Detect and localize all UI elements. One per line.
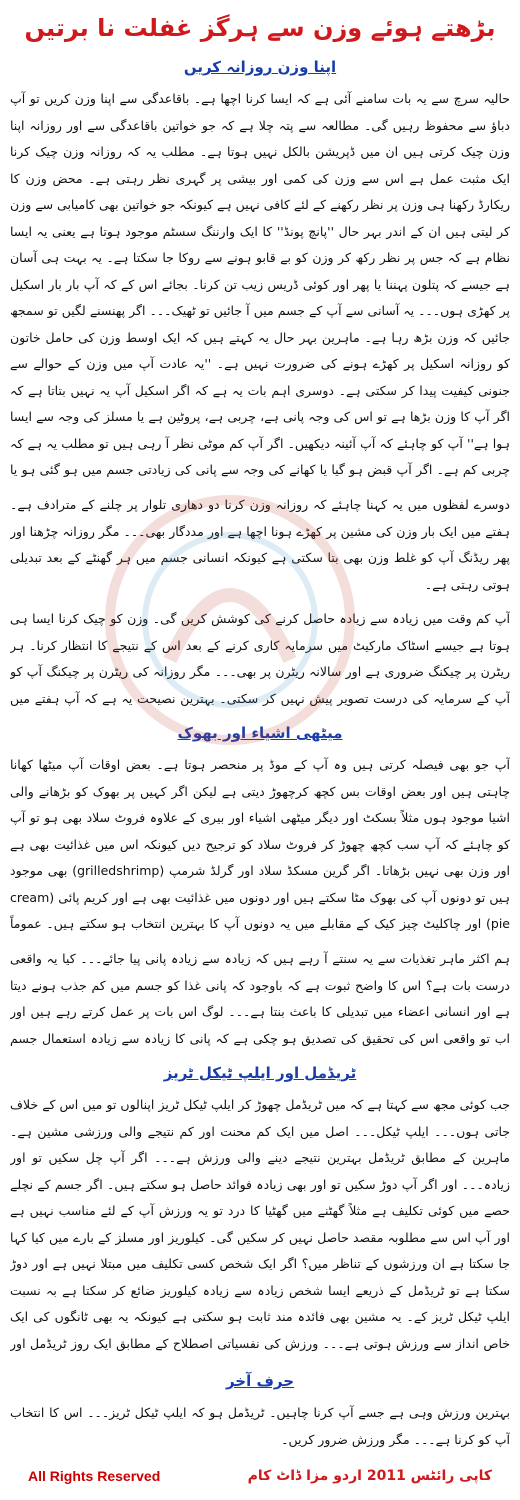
section-heading-sweets-hunger: میٹھی اشیاء اور بھوک [177, 724, 343, 742]
all-rights-reserved: All Rights Reserved [28, 1468, 161, 1484]
paragraph: جب کوئی مجھ سے کہتا ہے کہ میں ٹریڈمل چھوڑ کر ایلپ ٹیکل ٹریز اپنالوں تو میں اس کے خلاف جاتی ہوں۔۔۔ ایلپ ٹیکل۔۔۔ اصل میں ایک کم محنت اور کم نتیجے والی ورزشی مشین ہے۔ ماہرین کے مطابق ٹریڈمل بہترین نتیجے دینے والی ورزش ہے۔۔۔ اگر آپ چل سکیں تو اور زیادہ۔۔۔ اور اگر آپ دوڑ سکیں تو اور بھی زیادہ فوائد حاصل ہو سکتے ہیں۔ اگر جسم کے نچلے حصے میں کوئی تکلیف ہے مثلاً گھٹنے میں گھٹیا کا درد تو یہ ورزش آپ کے لئے مناسب نہیں ہے اور آپ اس سے مطلوبہ مقصد حاصل نہیں کر سکیں گی۔ کیلوریز اور مسلز کے بارے میں کیا کہا جا سکتا ہے ان ورزشوں کے تناظر میں؟ اگر ایک شخص کسی تکلیف میں مبتلا نہیں ہے اور دوڑ سکتا ہے تو ٹریڈمل کے ذریعے ایسا شخص زیادہ سے زیادہ کیلوریز ضائع کر سکتا ہے بہ نسبت ایلپ ٹیکل ٹریز کے۔ یہ مشین بھی فائدہ مند ثابت ہو سکتی ہے کیونکہ یہ بھی ٹانگوں کی ایک خاص انداز سے ورزش ہوتی ہے۔۔۔ ورزش کی نفسیاتی اصطلاح کے مطابق ایک روز ٹریڈمل اور [10, 1097, 510, 1351]
page-title: بڑھتے ہوئے وزن سے ہرگز غفلت نا برتیں [24, 14, 496, 42]
footer [28, 1464, 492, 1488]
paragraph: بہترین ورزش وہی ہے جسے آپ کرنا چاہیں۔ ٹریڈمل ہو کہ ایلپ ٹیکل ٹریز۔۔۔ اس کا انتخاب آپ کو کرنا ہے۔۔۔ مگر ورزش ضرور کریں۔ [10, 1405, 510, 1447]
copyright-text: کاپی رائٹس 2011 اردو مزا ڈاٹ کام [247, 1468, 492, 1484]
section-heading-final-word: حرف آخر [225, 1372, 295, 1390]
paragraph: حالیہ سرچ سے یہ بات سامنے آئی ہے کہ ایسا کرنا اچھا ہے۔ باقاعدگی سے اپنا وزن کریں تو آپ دباؤ سے محفوظ رہیں گی۔ مطالعہ سے پتہ چلا ہے کہ جو خواتین باقاعدگی سے اور روزانہ اپنا وزن چیک کرتی ہیں ان میں ڈپریشن بالکل نہیں ہوتا ہے۔ مطلب یہ کہ روزانہ وزن چیک کرنا ایک مثبت عمل ہے اس سے وزن کی کمی اور بیشی پر گہری نظر رہتی ہے۔ محض وزن کا ریکارڈ رکھنا ہی وزن پر نظر رکھنے کے لئے کافی نہیں ہے کیونکہ جو خواتین بھی کامیابی سے وزن کر لیتی ہیں ان کے اندر بہر حال ''پانچ پونڈ'' کا ایک وارننگ سسٹم موجود ہوتا ہے یعنی یہ ایسا نظام ہے کہ جس پر نظر رکھ کر وزن کو بے قابو ہونے سے روکا جا سکتا ہے۔ یہ بہت ہی آسان ہے جیسے کہ پتلون پہننا یا پھر اور کوئی ڈریس زیب تن کرنا۔ بجائے اس کے کہ آپ بار بار اسکیل پر کھڑی ہوں۔۔۔ یہ آسانی سے آپ کے جسم میں آ جائیں تو ٹھیک۔۔۔ اگر پھنسنے لگیں تو سمجھ جائیں کہ وزن بڑھ رہا ہے۔ ماہرین بہر حال یہ کہتے ہیں کہ ایک اوسط وزن کی حامل خاتون کو روزانہ اسکیل پر کھڑے ہونے کی ضرورت نہیں ہے۔ ''یہ عادت آپ میں وزن کے حوالے سے جنونی کیفیت پیدا کر سکتی ہے۔ دوسری اہم بات یہ ہے کہ اگر اسکیل آپ یہ نہیں بتاتا ہے کہ اگر آپ کا وزن بڑھا ہے تو اس کی وجہ پانی ہے، چربی ہے، پروٹین ہے یا مسلز کی وجہ سے ایسا ہوا ہے'' آپ کو چاہئے کہ آپ آئینہ دیکھیں۔ اگر آپ کم موٹی نظر آ رہی ہیں تو مطلب یہ ہے کہ چربی کم ہے۔ اگر آپ قبض ہو گیا یا کھانے کی وجہ سے پانی کی زیادتی جسم میں ہو گئی ہو یا [10, 91, 510, 477]
section-heading-weigh-daily: اپنا وزن روزانہ کریں [183, 58, 337, 76]
paragraph: آپ جو بھی فیصلہ کرتی ہیں وہ آپ کے موڈ پر منحصر ہوتا ہے۔ بعض اوقات آپ میٹھا کھانا چاہتی ہیں اور بعض اوقات بس کچھ کرچھوڑ دیتی ہے لیکن اگر کہیں پر بھوک کو بڑھانے والی اشیا موجود ہوں مثلاً بسکٹ اور دیگر میٹھی اشیاء اور بیری کے علاوہ فروٹ سلاد بھی ہو تو آپ کو چاہئے کہ آپ سب کچھ چھوڑ کر فروٹ سلاد کو ترجیح دیں کیونکہ اس میں غذائیت بھی ہے اور وزن بھی نہیں بڑھاتا۔ اگر گرین مسکڈ سلاد اور گرلڈ شرمپ (grilledshrimp) بھی موجود ہیں تو دونوں آپ کی بھوک مٹا سکتے ہیں اور دونوں میں غذائیت بھی ہے اور کریم پائی (cream pie) اور چاکلیٹ چیز کیک کے مقابلے میں یہ دونوں آپ کا بہترین انتخاب ہو سکتے ہیں۔ عموماً [10, 757, 510, 931]
paragraph: ہم اکثر ماہر تغذیات سے یہ سنتے آ رہے ہیں کہ زیادہ سے زیادہ پانی پیا جائے۔۔۔ کیا یہ واقعی درست بات ہے؟ اس کا واضح ثبوت ہے کہ باوجود کہ پانی غذا کو جسم میں کم جذب ہونے دیتا ہے اور انسانی اعضاء میں تبدیلی کا باعث بنتا ہے۔۔۔ لوگ اس بات پر عمل کرتے رہے ہیں اور اب تو واقعی اس کی تحقیق کی تصدیق ہو چکی ہے کہ پانی کا زیادہ سے زیادہ استعمال جسم [10, 951, 510, 1046]
paragraph: آپ کم وقت میں زیادہ سے زیادہ حاصل کرنے کی کوشش کریں گی۔ وزن کو چیک کرنا ایسا ہی ہوتا ہے جیسے اسٹاک مارکیٹ میں سرمایہ کاری کرنے کے بعد اس کے نتیجے کا انتظار کرنا۔ ہر ریٹرن پر چیکنگ ضروری ہے اور سالانہ ریٹرن پر بھی۔۔۔ مگر روزانہ کی ریٹرن پر چیکنگ آپ کو آپ کے سرمایہ کی درست تصویر پیش نہیں کر سکتی۔ بہترین نصیحت یہ ہے کہ آپ ہفتے میں [10, 611, 510, 706]
paragraph: دوسرے لفظوں میں یہ کہنا چاہئے کہ روزانہ وزن کرنا دو دھاری تلوار پر چلنے کے مترادف ہے۔ ہفتے میں ایک بار وزن کی مشین پر کھڑے ہونا اچھا ہے اور مددگار بھی۔۔۔ مگر روزانہ چڑھنا اور پھر ریڈنگ آپ کو غلط وزن بھی بتا سکتی ہے کیونکہ انسانی جسم میں ہر گھنٹے کے بعد تبدیلی ہوتی رہتی ہے۔ [10, 497, 510, 592]
section-heading-treadmill-elliptical: ٹریڈمل اور ایلپ ٹیکل ٹریز [163, 1064, 357, 1082]
